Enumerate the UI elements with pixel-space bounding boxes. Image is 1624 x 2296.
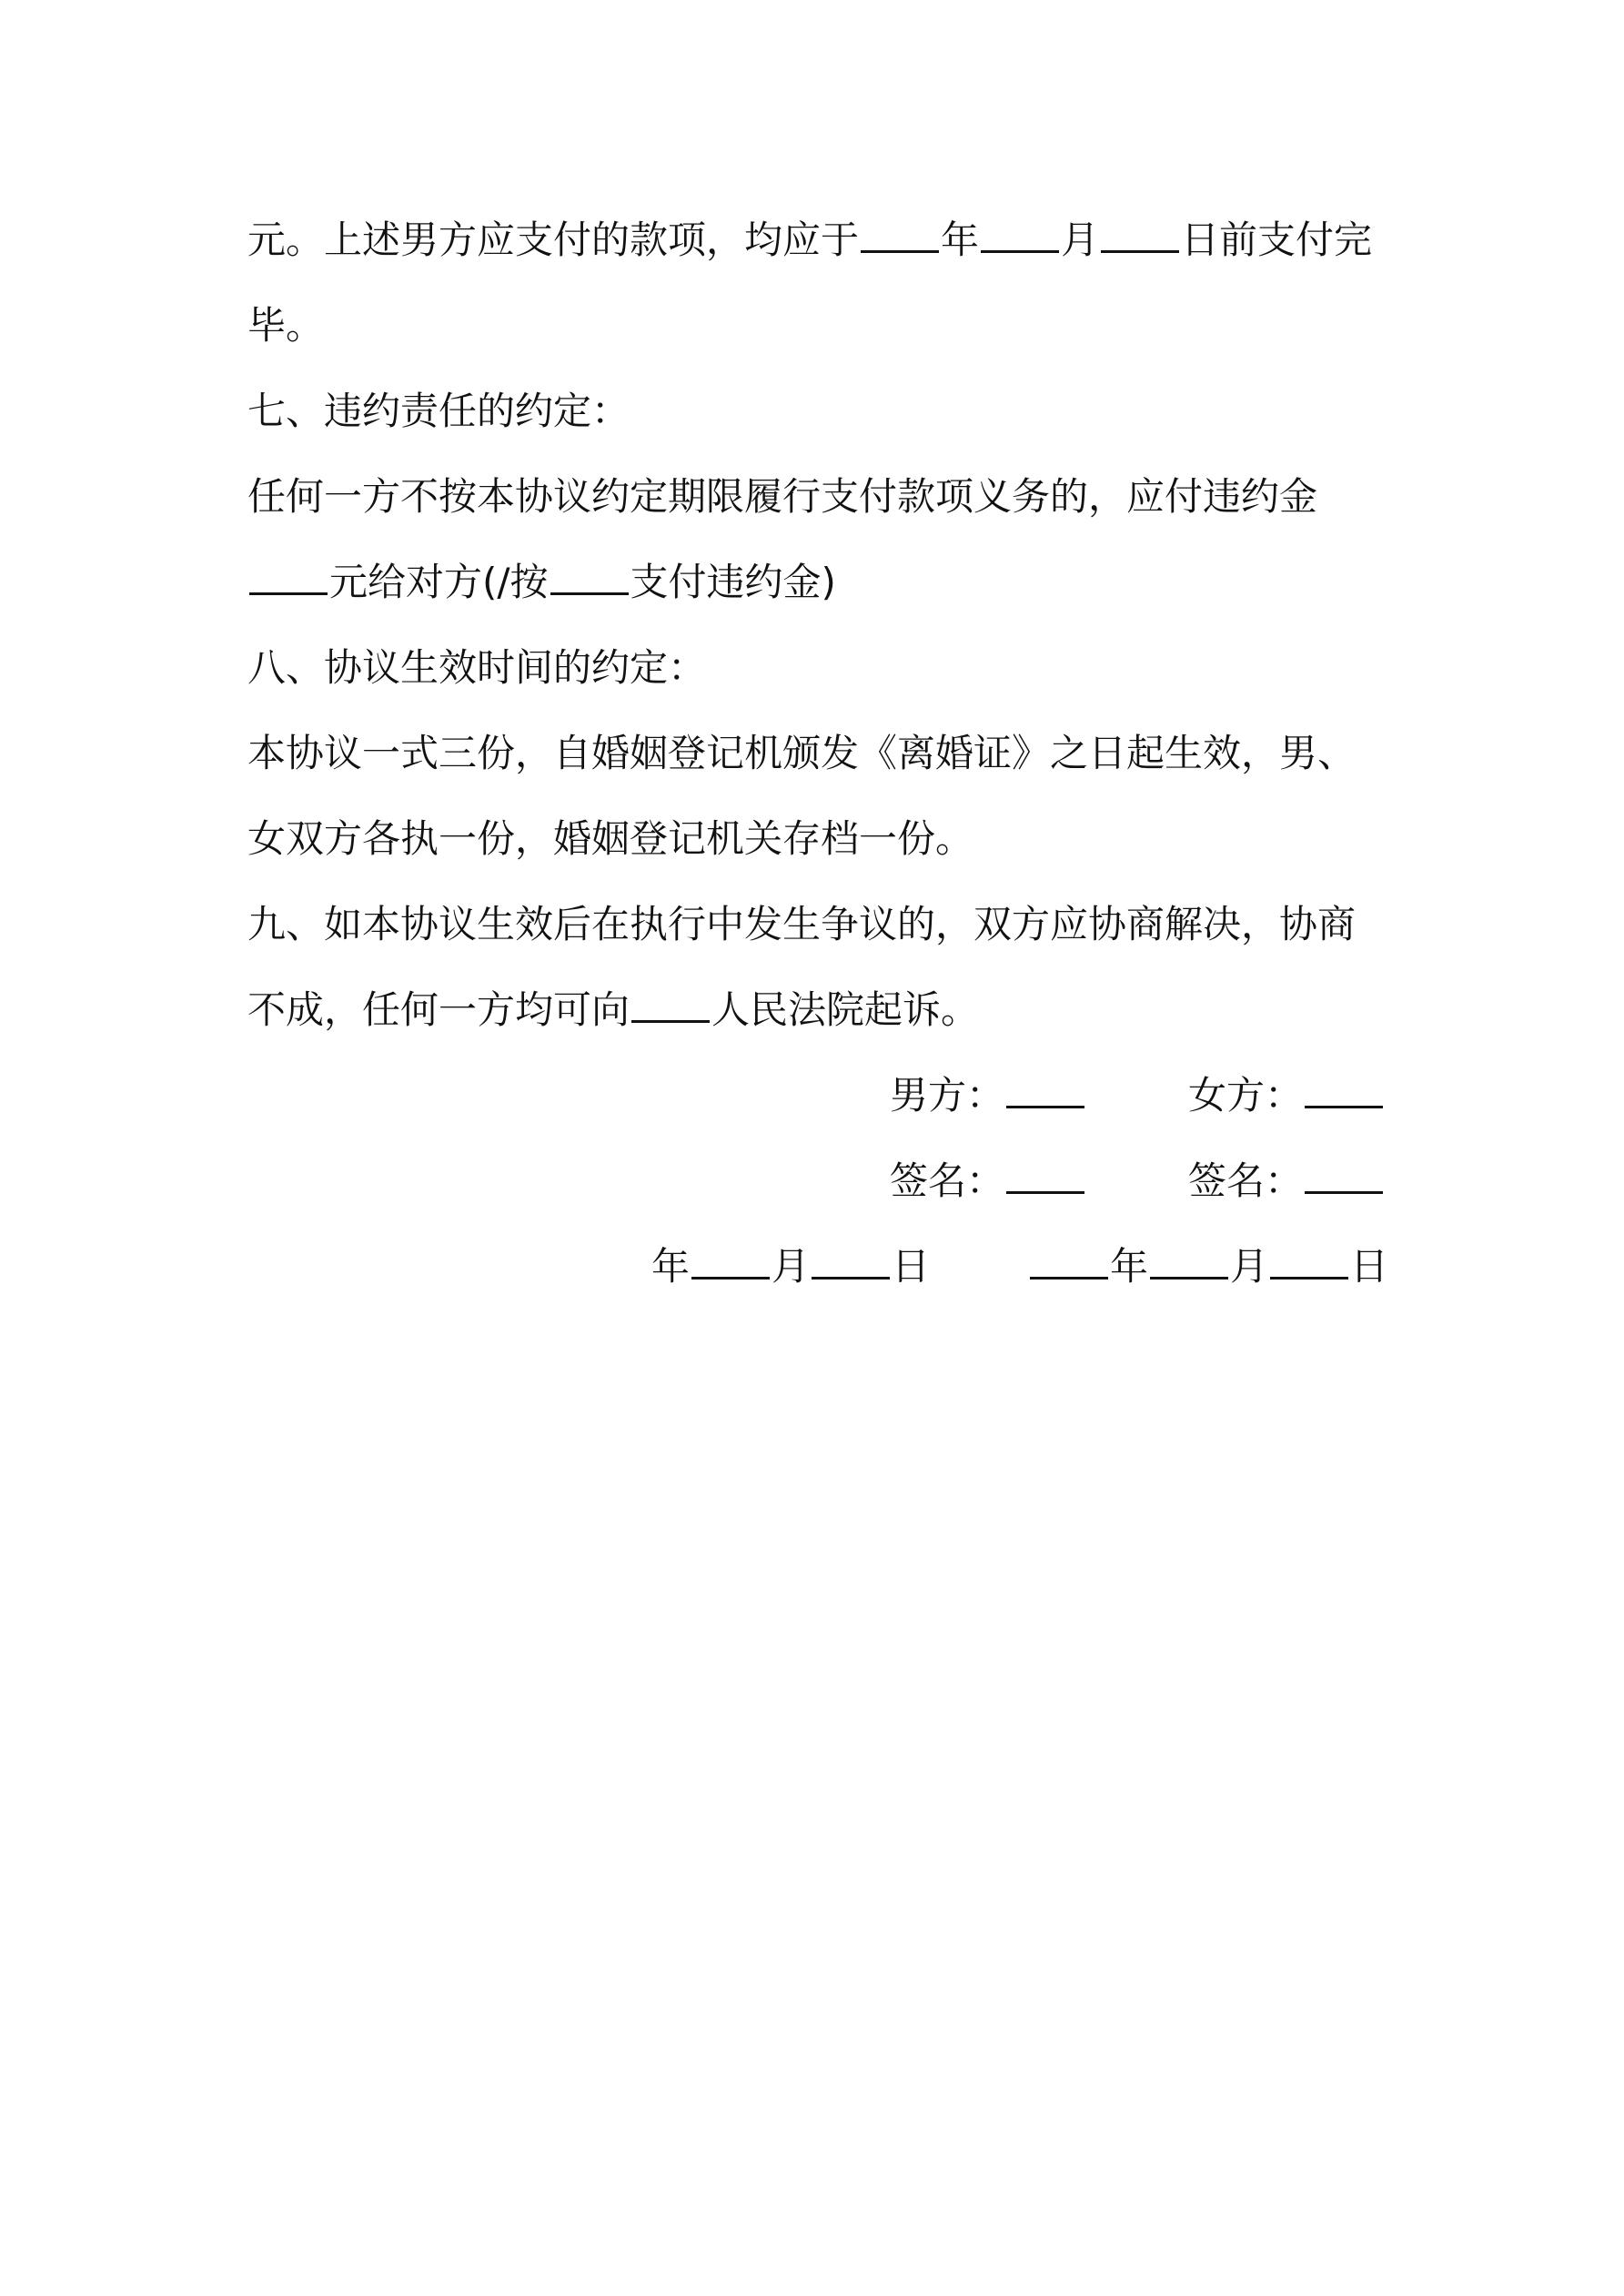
text-day-before-pay: 日前支付完 <box>1181 217 1373 262</box>
male-signature-line <box>890 1156 1086 1207</box>
text-month: 月 <box>1061 217 1100 262</box>
label-male-party: 男方： <box>890 1073 1005 1118</box>
text-pay-penalty: 支付违约金) <box>630 560 836 604</box>
section-7-body-line2 <box>247 557 1394 608</box>
text-pay-other-party: 元给对方(/按 <box>329 560 549 604</box>
text-dispute-line2b: 人民法院起诉。 <box>711 987 980 1032</box>
paragraph-payment-deadline <box>247 215 1394 266</box>
text-dispute-line2a: 不成，任何一方均可向 <box>247 987 630 1032</box>
male-date-line <box>651 1241 930 1292</box>
text-finish: 毕。 <box>247 303 325 348</box>
blank-male-party <box>1006 1071 1084 1108</box>
blank-female-signature <box>1305 1157 1383 1194</box>
label-female-signature: 签名： <box>1188 1158 1304 1203</box>
blank-female-year <box>1030 1242 1108 1279</box>
blank-month <box>981 216 1059 253</box>
text-effective-line1: 本协议一式三份，自婚姻登记机颁发《离婚证》之日起生效，男、 <box>247 731 1357 775</box>
blank-male-month <box>691 1242 770 1279</box>
text-female-day: 日 <box>1350 1244 1389 1289</box>
text-male-year: 年 <box>651 1244 691 1289</box>
text-female-year: 年 <box>1110 1244 1149 1289</box>
blank-female-day <box>1270 1242 1348 1279</box>
section-9-body-line2 <box>247 985 1394 1036</box>
blank-female-month <box>1150 1242 1228 1279</box>
text-female-month: 月 <box>1230 1244 1269 1289</box>
section-9-body-line1 <box>247 899 1394 950</box>
section-8-body-line1 <box>247 728 1394 779</box>
label-male-signature: 签名： <box>890 1158 1005 1203</box>
female-date-line <box>1028 1241 1388 1292</box>
male-party-line <box>890 1070 1086 1121</box>
text-breach-penalty: 任何一方不按本协议约定期限履行支付款项义务的，应付违约金 <box>247 474 1318 519</box>
blank-penalty-amount <box>249 558 328 595</box>
text-dispute-line1: 九、如本协议生效后在执行中发生争议的，双方应协商解决，协商 <box>247 902 1357 946</box>
blank-court <box>631 986 710 1023</box>
section-8-title <box>247 642 1394 693</box>
text-male-day: 日 <box>892 1244 931 1289</box>
text-male-month: 月 <box>772 1244 811 1289</box>
paragraph-finish <box>247 300 1394 351</box>
blank-penalty-basis <box>550 558 629 595</box>
blank-male-signature <box>1006 1157 1084 1194</box>
label-female-party: 女方： <box>1188 1073 1304 1118</box>
female-signature-line <box>1188 1156 1385 1207</box>
female-party-line <box>1188 1070 1385 1121</box>
text-effective-line2: 女双方各执一份，婚姻登记机关存档一份。 <box>247 816 974 861</box>
section-7-body-line1 <box>247 471 1394 522</box>
heading-breach-liability: 七、违约责任的约定： <box>247 389 630 433</box>
section-7-title <box>247 386 1394 437</box>
section-8-body-line2 <box>247 814 1394 865</box>
blank-day <box>1101 216 1179 253</box>
blank-male-day <box>812 1242 890 1279</box>
text-payment-deadline: 元。上述男方应支付的款项，均应于 <box>247 217 860 262</box>
blank-year <box>861 216 939 253</box>
blank-female-party <box>1305 1071 1383 1108</box>
text-year: 年 <box>941 217 980 262</box>
heading-effective-time: 八、协议生效时间的约定： <box>247 645 707 690</box>
